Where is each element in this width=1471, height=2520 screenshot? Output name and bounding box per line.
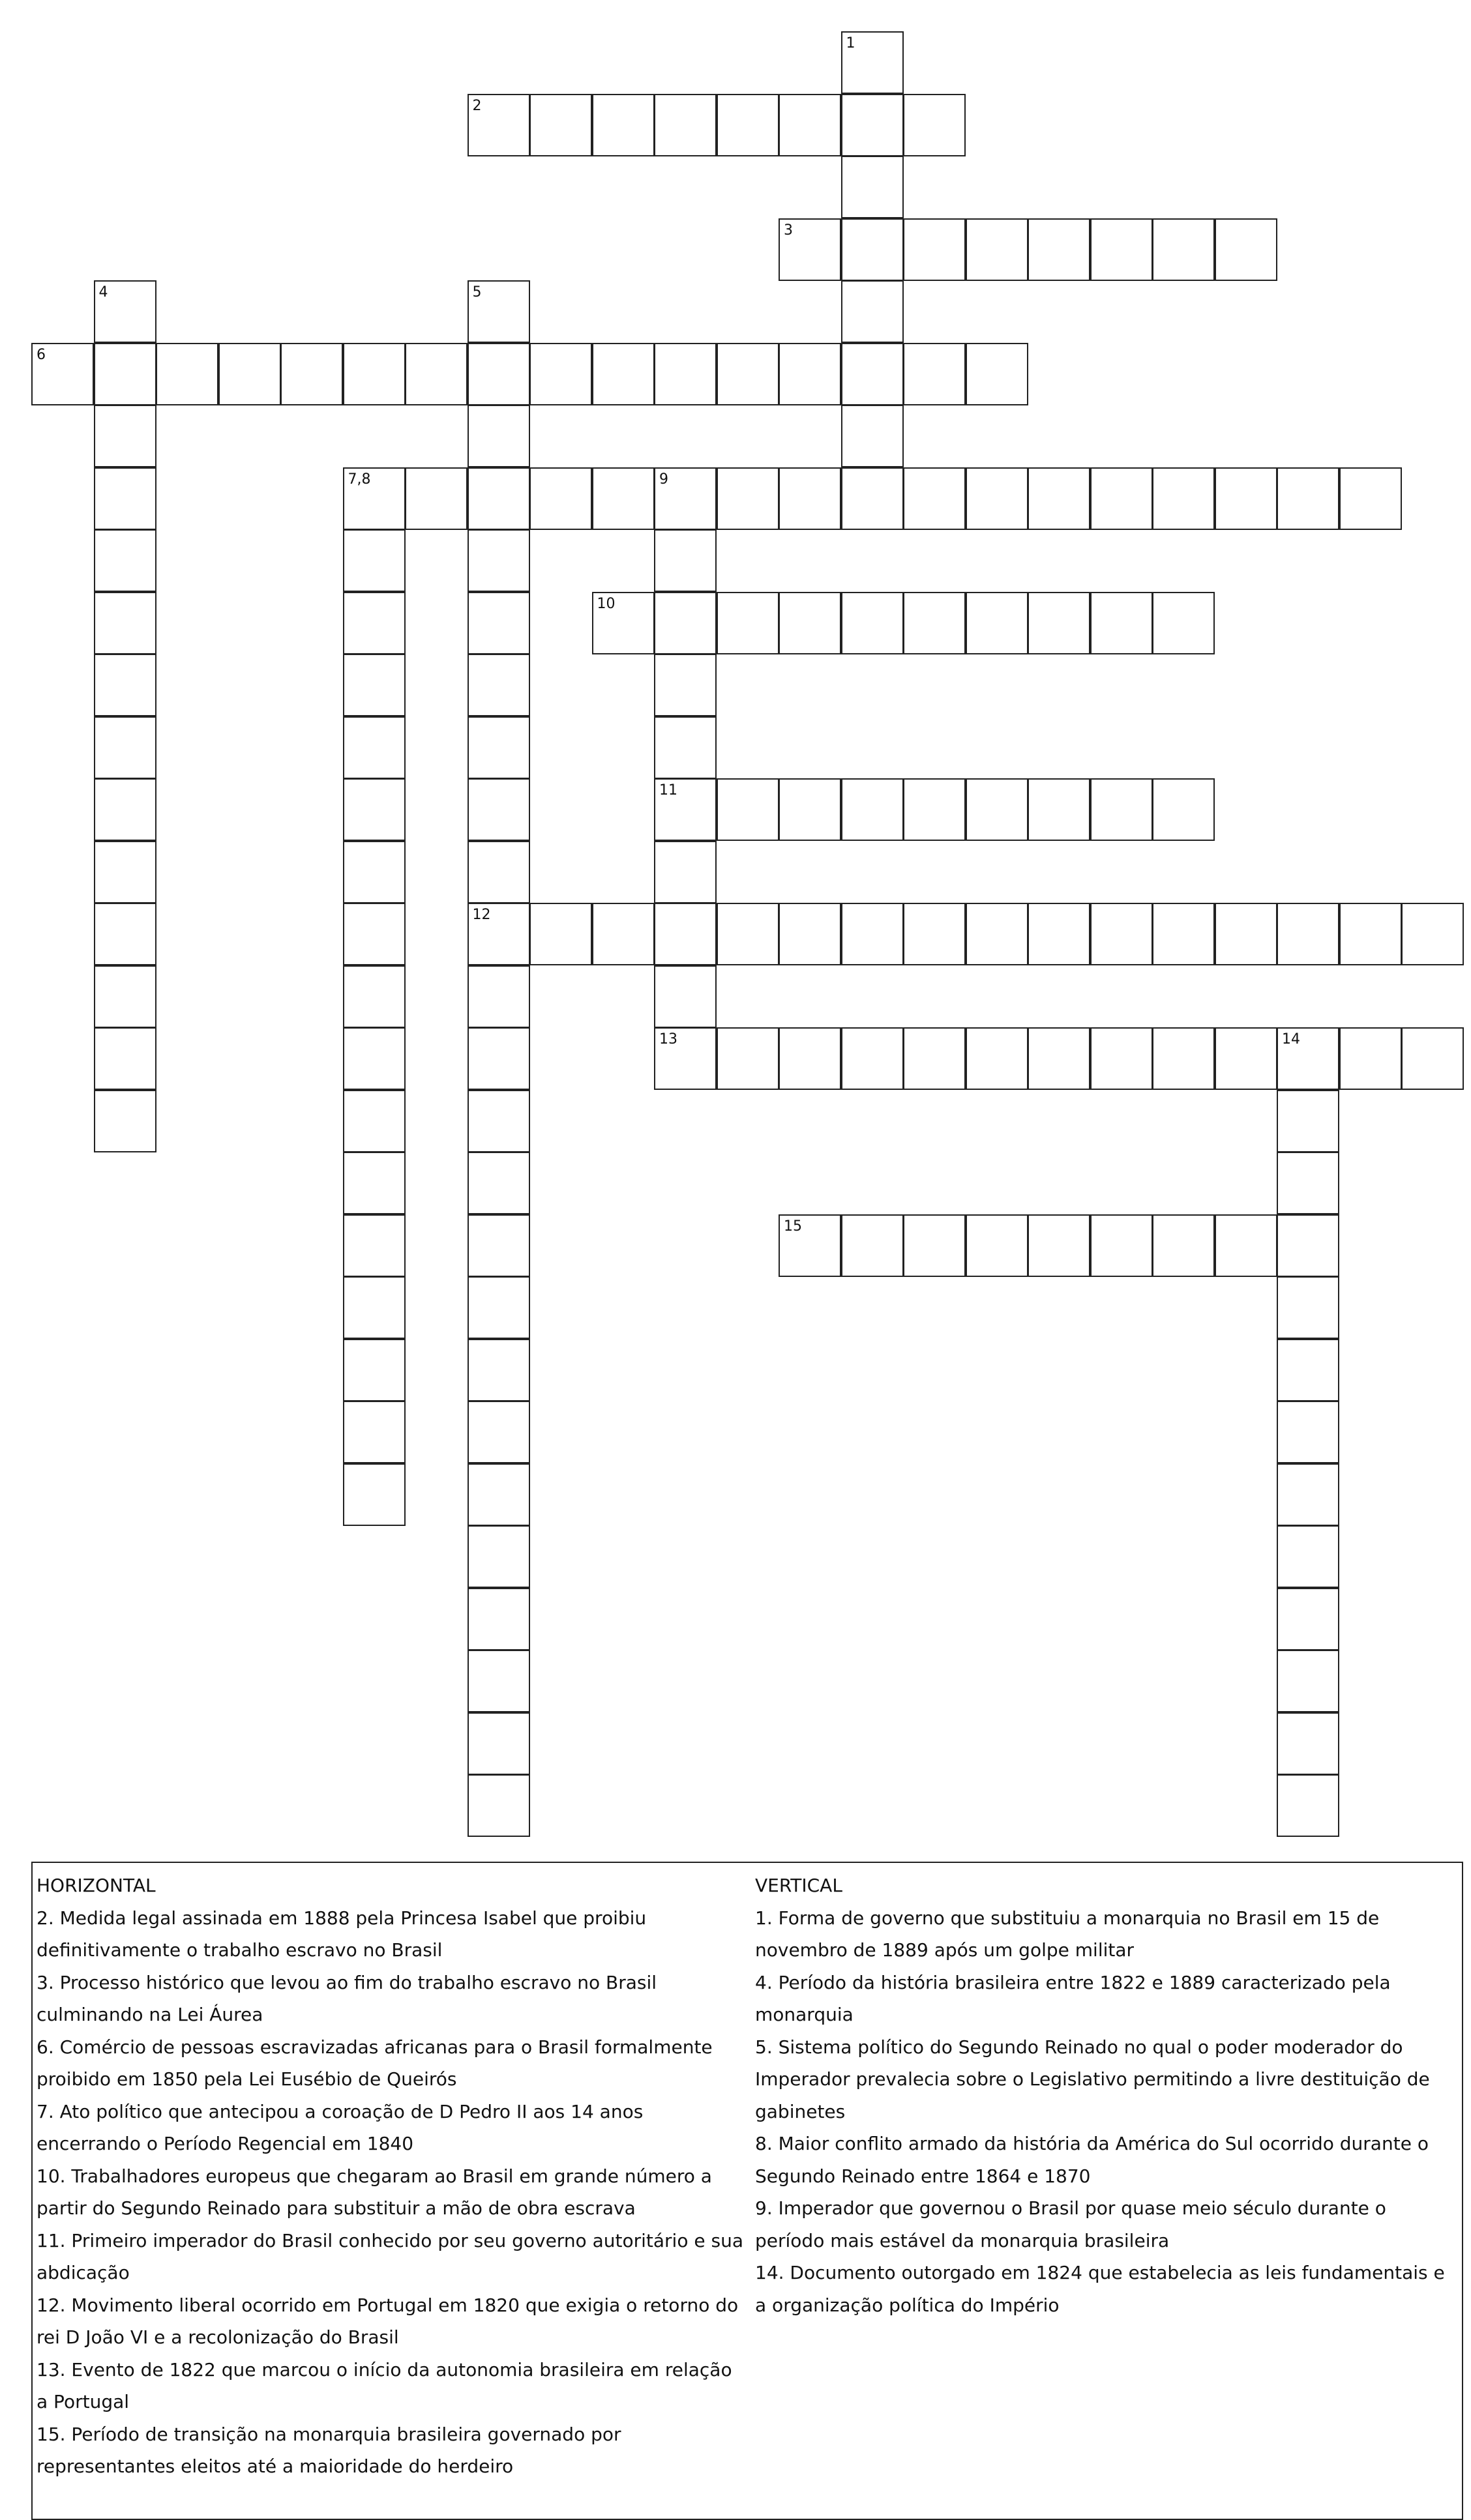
crossword-cell[interactable]: [343, 529, 406, 592]
crossword-cell[interactable]: [1152, 592, 1215, 654]
crossword-cell[interactable]: [1277, 1152, 1339, 1214]
crossword-cell[interactable]: [903, 903, 966, 965]
crossword-cell[interactable]: [1028, 467, 1090, 530]
clue-v-14: 14. Documento outorgado em 1824 que estabelecia as leis fundamentais e a organização política do Império: [755, 2262, 1445, 2316]
crossword-cell[interactable]: [654, 1027, 717, 1090]
crossword-cell[interactable]: [468, 965, 530, 1028]
crossword-cell[interactable]: [966, 592, 1028, 654]
crossword-cell[interactable]: [1277, 1027, 1339, 1090]
crossword-cell[interactable]: [94, 405, 156, 467]
crossword-cell[interactable]: [468, 280, 530, 343]
crossword-cell[interactable]: [841, 218, 904, 281]
crossword-cell[interactable]: [468, 94, 530, 156]
horizontal-heading: HORIZONTAL: [37, 1875, 156, 1896]
vertical-clues-column: [755, 1869, 1459, 2321]
crossword-cell[interactable]: [966, 903, 1028, 965]
crossword-cell[interactable]: [529, 343, 592, 405]
crossword-cell[interactable]: [779, 94, 841, 156]
crossword-cell[interactable]: [468, 1214, 530, 1277]
crossword-cell[interactable]: [654, 654, 717, 716]
crossword-cell[interactable]: [468, 1774, 530, 1837]
clue-v-4: 4. Período da história brasileira entre 1822 e 1889 caracterizado pela monarquia: [755, 1971, 1391, 2025]
crossword-cell[interactable]: [468, 1712, 530, 1775]
crossword-cell[interactable]: [717, 94, 779, 156]
crossword-cell[interactable]: [529, 94, 592, 156]
crossword-cell[interactable]: [468, 1463, 530, 1526]
crossword-cell[interactable]: [841, 903, 904, 965]
crossword-cell[interactable]: [1277, 1090, 1339, 1152]
crossword-cell[interactable]: [1277, 903, 1339, 965]
crossword-cell[interactable]: [592, 94, 655, 156]
crossword-cell[interactable]: [1215, 1027, 1277, 1090]
horizontal-clues-column: [37, 1869, 744, 2483]
crossword-cell[interactable]: [654, 778, 717, 841]
crossword-cell[interactable]: [468, 592, 530, 654]
clue-h-2: 2. Medida legal assinada em 1888 pela Princesa Isabel que proibiu definitivamente o trabalho escravo no Brasil: [37, 1907, 647, 1961]
crossword-cell[interactable]: [841, 1027, 904, 1090]
crossword-cell[interactable]: [280, 343, 343, 405]
crossword-cell[interactable]: [654, 467, 717, 530]
clue-number: 2: [472, 97, 482, 114]
crossword-cell[interactable]: [468, 716, 530, 779]
clue-number: 11: [659, 782, 677, 798]
crossword-cell[interactable]: [1339, 903, 1402, 965]
crossword-cell[interactable]: [343, 1276, 406, 1339]
crossword-cell[interactable]: [654, 343, 717, 405]
crossword-cell[interactable]: [1152, 218, 1215, 281]
crossword-cell[interactable]: [717, 778, 779, 841]
crossword-cell[interactable]: [1028, 1214, 1090, 1277]
crossword-cell[interactable]: [592, 592, 655, 654]
clue-number: 6: [37, 346, 46, 363]
crossword-cell[interactable]: [94, 280, 156, 343]
crossword-cell[interactable]: [468, 778, 530, 841]
crossword-cell[interactable]: [468, 1152, 530, 1214]
crossword-cell[interactable]: [343, 1401, 406, 1463]
crossword-cell[interactable]: [1090, 467, 1153, 530]
crossword-cell[interactable]: [468, 1339, 530, 1401]
crossword-cell[interactable]: [903, 778, 966, 841]
clue-number: 13: [659, 1031, 677, 1048]
crossword-cell[interactable]: [94, 778, 156, 841]
crossword-cell[interactable]: [405, 343, 468, 405]
clue-h-11: 11. Primeiro imperador do Brasil conhecido por seu governo autoritário e sua abdicação: [37, 2229, 743, 2283]
clue-h-3: 3. Processo histórico que levou ao fim do trabalho escravo no Brasil culminando na Lei Áurea: [37, 1971, 657, 2025]
crossword-cell[interactable]: [468, 343, 530, 405]
crossword-cell[interactable]: [654, 716, 717, 779]
crossword-cell[interactable]: [779, 343, 841, 405]
crossword-cell[interactable]: [94, 841, 156, 903]
crossword-cell[interactable]: [529, 467, 592, 530]
crossword-cell[interactable]: [94, 1090, 156, 1152]
crossword-cell[interactable]: [343, 654, 406, 716]
clue-number: 10: [597, 595, 616, 612]
clue-number: 15: [784, 1218, 802, 1235]
clue-number: 9: [659, 471, 668, 488]
crossword-cell[interactable]: [1215, 467, 1277, 530]
crossword-cell[interactable]: [1090, 1027, 1153, 1090]
clue-v-1: 1. Forma de governo que substituiu a monarquia no Brasil em 15 de novembro de 1889 após um golpe militar: [755, 1907, 1380, 1961]
crossword-cell[interactable]: [1277, 1401, 1339, 1463]
crossword-cell[interactable]: [94, 1027, 156, 1090]
crossword-cell[interactable]: [468, 1650, 530, 1712]
vertical-heading: VERTICAL: [755, 1875, 842, 1896]
clues-panel: [31, 1862, 1463, 2520]
crossword-cell[interactable]: [1028, 218, 1090, 281]
crossword-cell[interactable]: [1277, 467, 1339, 530]
crossword-cell[interactable]: [592, 467, 655, 530]
crossword-cell[interactable]: [841, 1214, 904, 1277]
crossword-cell[interactable]: [717, 592, 779, 654]
crossword-cell[interactable]: [343, 903, 406, 965]
clue-number: 1: [846, 35, 855, 51]
crossword-cell[interactable]: [841, 405, 904, 467]
crossword-cell[interactable]: [903, 592, 966, 654]
crossword-cell[interactable]: [1090, 1214, 1153, 1277]
crossword-cell[interactable]: [1277, 1525, 1339, 1588]
clue-h-6: 6. Comércio de pessoas escravizadas africanas para o Brasil formalmente proibido em 1850 pela Lei Eusébio de Queirós: [37, 2036, 713, 2090]
crossword-cell[interactable]: [1339, 1027, 1402, 1090]
crossword-cell[interactable]: [343, 1339, 406, 1401]
crossword-cell[interactable]: [966, 218, 1028, 281]
crossword-cell[interactable]: [654, 592, 717, 654]
crossword-cell[interactable]: [1277, 1774, 1339, 1837]
crossword-cell[interactable]: [1152, 1027, 1215, 1090]
crossword-cell[interactable]: [343, 1214, 406, 1277]
crossword-cell[interactable]: [468, 1090, 530, 1152]
crossword-cell[interactable]: [903, 467, 966, 530]
crossword-cell[interactable]: [779, 1214, 841, 1277]
crossword-cell[interactable]: [94, 529, 156, 592]
crossword-cell[interactable]: [468, 841, 530, 903]
crossword-cell[interactable]: [1028, 778, 1090, 841]
crossword-cell[interactable]: [1277, 1712, 1339, 1775]
crossword-cell[interactable]: [1277, 1463, 1339, 1526]
crossword-cell[interactable]: [779, 592, 841, 654]
crossword-cell[interactable]: [966, 1027, 1028, 1090]
clue-number: 4: [98, 284, 108, 300]
crossword-cell[interactable]: [156, 343, 218, 405]
crossword-cell[interactable]: [468, 1525, 530, 1588]
crossword-cell[interactable]: [779, 903, 841, 965]
crossword-cell[interactable]: [1277, 1650, 1339, 1712]
crossword-cell[interactable]: [343, 467, 406, 530]
crossword-cell[interactable]: [841, 156, 904, 218]
clue-v-5: 5. Sistema político do Segundo Reinado no qual o poder moderador do Imperador prevalecia sobre o Legislativo permitindo a livre destituição de gabinetes: [755, 2036, 1430, 2122]
crossword-cell[interactable]: [654, 841, 717, 903]
crossword-cell[interactable]: [903, 218, 966, 281]
crossword-cell[interactable]: [903, 343, 966, 405]
crossword-cell[interactable]: [343, 965, 406, 1028]
crossword-cell[interactable]: [841, 31, 904, 94]
clue-h-13: 13. Evento de 1822 que marcou o início da autonomia brasileira em relação a Portugal: [37, 2358, 732, 2412]
clue-h-12: 12. Movimento liberal ocorrido em Portugal em 1820 que exigia o retorno do rei D João VI e a recolonização do Brasil: [37, 2294, 739, 2348]
crossword-cell[interactable]: [717, 343, 779, 405]
clue-h-7: 7. Ato político que antecipou a coroação de D Pedro II aos 14 anos encerrando o Período Regencial em 1840: [37, 2100, 644, 2154]
crossword-cell[interactable]: [1090, 778, 1153, 841]
crossword-cell[interactable]: [94, 592, 156, 654]
crossword-cell[interactable]: [654, 903, 717, 965]
crossword-cell[interactable]: [1401, 903, 1464, 965]
clue-v-9: 9. Imperador que governou o Brasil por quase meio século durante o período mais estável da monarquia brasileira: [755, 2197, 1386, 2251]
crossword-cell[interactable]: [841, 280, 904, 343]
crossword-cell[interactable]: [94, 716, 156, 779]
crossword-cell[interactable]: [343, 592, 406, 654]
crossword-cell[interactable]: [94, 654, 156, 716]
crossword-cell[interactable]: [1090, 218, 1153, 281]
crossword-cell[interactable]: [1028, 592, 1090, 654]
crossword-cell[interactable]: [592, 903, 655, 965]
crossword-cell[interactable]: [1215, 1214, 1277, 1277]
crossword-cell[interactable]: [468, 405, 530, 467]
crossword-cell[interactable]: [779, 778, 841, 841]
crossword-cell[interactable]: [654, 965, 717, 1028]
crossword-cell[interactable]: [903, 1214, 966, 1277]
crossword-cell[interactable]: [94, 965, 156, 1028]
crossword-cell[interactable]: [717, 903, 779, 965]
crossword-cell[interactable]: [1090, 903, 1153, 965]
crossword-cell[interactable]: [1401, 1027, 1464, 1090]
clue-number: 3: [784, 222, 793, 239]
crossword-cell[interactable]: [94, 467, 156, 530]
crossword-cell[interactable]: [1152, 1214, 1215, 1277]
crossword-cell[interactable]: [343, 716, 406, 779]
crossword-cell[interactable]: [966, 467, 1028, 530]
crossword-cell[interactable]: [1277, 1214, 1339, 1277]
crossword-cell[interactable]: [841, 343, 904, 405]
crossword-cell[interactable]: [343, 778, 406, 841]
crossword-cell[interactable]: [343, 1152, 406, 1214]
crossword-cell[interactable]: [468, 1276, 530, 1339]
crossword-cell[interactable]: [468, 529, 530, 592]
crossword-cell[interactable]: [1028, 903, 1090, 965]
crossword-cell[interactable]: [717, 467, 779, 530]
crossword-cell[interactable]: [405, 467, 468, 530]
crossword-cell[interactable]: [31, 343, 94, 405]
crossword-cell[interactable]: [468, 467, 530, 530]
crossword-cell[interactable]: [841, 592, 904, 654]
clue-number: 7,8: [348, 471, 371, 488]
crossword-cell[interactable]: [94, 343, 156, 405]
crossword-cell[interactable]: [468, 1027, 530, 1090]
crossword-cell[interactable]: [779, 1027, 841, 1090]
crossword-cell[interactable]: [468, 654, 530, 716]
crossword-cell[interactable]: [717, 1027, 779, 1090]
crossword-cell[interactable]: [592, 343, 655, 405]
crossword-cell[interactable]: [1277, 1276, 1339, 1339]
crossword-cell[interactable]: [1215, 903, 1277, 965]
crossword-cell[interactable]: [903, 94, 966, 156]
crossword-cell[interactable]: [1277, 1339, 1339, 1401]
crossword-cell[interactable]: [654, 94, 717, 156]
crossword-cell[interactable]: [343, 841, 406, 903]
crossword-cell[interactable]: [1152, 903, 1215, 965]
crossword-cell[interactable]: [966, 1214, 1028, 1277]
crossword-cell[interactable]: [1339, 467, 1402, 530]
clue-number: 14: [1282, 1031, 1300, 1048]
clue-v-8: 8. Maior conflito armado da história da América do Sul ocorrido durante o Segundo Reinado entre 1864 e 1870: [755, 2133, 1429, 2187]
clue-h-15: 15. Período de transição na monarquia brasileira governado por representantes eleitos até a maioridade do herdeiro: [37, 2423, 621, 2477]
crossword-cell[interactable]: [529, 903, 592, 965]
crossword-cell[interactable]: [218, 343, 281, 405]
crossword-cell[interactable]: [779, 218, 841, 281]
crossword-cell[interactable]: [468, 1588, 530, 1650]
crossword-cell[interactable]: [654, 529, 717, 592]
clue-number: 12: [472, 907, 491, 923]
crossword-cell[interactable]: [1152, 467, 1215, 530]
clue-number: 5: [472, 284, 482, 300]
crossword-cell[interactable]: [1277, 1588, 1339, 1650]
crossword-cell[interactable]: [1090, 592, 1153, 654]
crossword-cell[interactable]: [468, 903, 530, 965]
crossword-cell[interactable]: [779, 467, 841, 530]
crossword-cell[interactable]: [1028, 1027, 1090, 1090]
crossword-cell[interactable]: [468, 1401, 530, 1463]
crossword-cell[interactable]: [966, 778, 1028, 841]
crossword-cell[interactable]: [94, 903, 156, 965]
crossword-cell[interactable]: [343, 1463, 406, 1526]
crossword-cell[interactable]: [841, 94, 904, 156]
clue-h-10: 10. Trabalhadores europeus que chegaram ao Brasil em grande número a partir do Segundo Reinado para substituir a mão de obra escrava: [37, 2165, 712, 2219]
crossword-cell[interactable]: [343, 1090, 406, 1152]
crossword-cell[interactable]: [343, 343, 406, 405]
crossword-cell[interactable]: [1152, 778, 1215, 841]
crossword-cell[interactable]: [343, 1027, 406, 1090]
crossword-cell[interactable]: [1215, 218, 1277, 281]
crossword-cell[interactable]: [841, 778, 904, 841]
crossword-cell[interactable]: [903, 1027, 966, 1090]
crossword-cell[interactable]: [966, 343, 1028, 405]
crossword-cell[interactable]: [841, 467, 904, 530]
